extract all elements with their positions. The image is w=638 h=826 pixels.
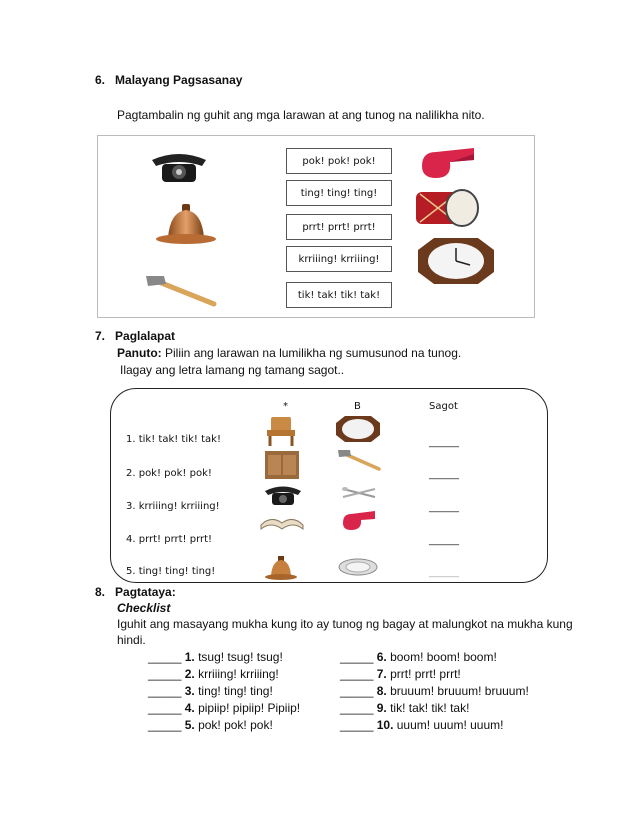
section-number: 6. bbox=[95, 73, 106, 87]
sound-box-2: ting! ting! ting! bbox=[286, 180, 392, 206]
answer-line-5[interactable]: ______ bbox=[429, 567, 459, 578]
section-7-instruction: Ilagay ang letra lamang ng tamang sagot.. bbox=[120, 363, 345, 377]
item-3: 3. krriiing! krriiing! bbox=[126, 501, 220, 512]
checklist-item-7 bbox=[340, 667, 461, 681]
sound-box-1: pok! pok! pok! bbox=[286, 148, 392, 174]
section-7-panuto bbox=[117, 346, 461, 360]
section-6-instruction: Pagtambalin ng guhit ang mga larawan at ang tunog na nalilikha nito. bbox=[117, 108, 485, 122]
answer-line-4[interactable]: ______ bbox=[429, 535, 459, 546]
section-6-heading bbox=[95, 73, 242, 87]
clock-icon bbox=[335, 415, 381, 443]
item-5: 5. ting! ting! ting! bbox=[126, 566, 216, 577]
item-number: 3. bbox=[184, 684, 195, 698]
item-text: uuum! uuum! uuum! bbox=[393, 718, 504, 732]
cabinet-icon bbox=[263, 449, 301, 481]
checklist-item-4 bbox=[148, 701, 300, 715]
clock-icon bbox=[416, 236, 496, 286]
item-text: bruuum! bruuum! bruuum! bbox=[386, 684, 529, 698]
section-title: Pagtataya: bbox=[115, 585, 176, 599]
item-2: 2. pok! pok! pok! bbox=[126, 468, 212, 479]
answer-line-2[interactable]: ______ bbox=[429, 469, 459, 480]
section-8-instruction-cont: hindi. bbox=[117, 633, 146, 647]
item-number: 5. bbox=[184, 718, 195, 732]
column-b-header: B bbox=[354, 401, 361, 412]
answer-blank[interactable]: _____ bbox=[148, 667, 182, 681]
telephone-icon bbox=[148, 150, 210, 184]
item-text: pipiip! pipiip! Pipiip! bbox=[194, 701, 301, 715]
answer-blank[interactable]: _____ bbox=[340, 718, 374, 732]
answer-blank[interactable]: _____ bbox=[148, 650, 182, 664]
answer-blank[interactable]: _____ bbox=[340, 650, 374, 664]
hammer-icon bbox=[337, 449, 381, 473]
answer-line-1[interactable]: ______ bbox=[429, 437, 459, 448]
item-text: pok! pok! pok! bbox=[194, 718, 273, 732]
item-number: 9. bbox=[376, 701, 387, 715]
item-text: krriiing! krriiing! bbox=[194, 667, 279, 681]
section-8-heading bbox=[95, 585, 176, 599]
checklist-item-8 bbox=[340, 684, 529, 698]
answer-blank[interactable]: _____ bbox=[148, 684, 182, 698]
section-number: 7. bbox=[95, 329, 106, 343]
item-text: prrt! prrt! prrt! bbox=[386, 667, 461, 681]
spoon-fork-icon bbox=[341, 485, 377, 501]
item-number: 2. bbox=[184, 667, 195, 681]
item-4: 4. prrt! prrt! prrt! bbox=[126, 534, 213, 545]
column-a-header: * bbox=[283, 401, 288, 412]
bell-icon bbox=[261, 555, 301, 581]
sound-box-4: krriiing! krriiing! bbox=[286, 246, 392, 272]
answer-line-3[interactable]: ______ bbox=[429, 502, 459, 513]
answer-blank[interactable]: _____ bbox=[148, 701, 182, 715]
answer-blank[interactable]: _____ bbox=[340, 667, 374, 681]
sound-box-3: prrt! prrt! prrt! bbox=[286, 214, 392, 240]
plate-icon bbox=[337, 557, 379, 577]
answer-blank[interactable]: _____ bbox=[148, 718, 182, 732]
panuto-label: Panuto: bbox=[117, 346, 162, 360]
item-number: 10. bbox=[376, 718, 394, 732]
book-icon bbox=[259, 511, 305, 535]
section-number: 8. bbox=[95, 585, 106, 599]
checklist-item-9 bbox=[340, 701, 469, 715]
column-sagot-header: Sagot bbox=[429, 401, 458, 412]
item-number: 8. bbox=[376, 684, 387, 698]
answer-blank[interactable]: _____ bbox=[340, 684, 374, 698]
item-number: 6. bbox=[376, 650, 387, 664]
item-text: ting! ting! ting! bbox=[194, 684, 273, 698]
checklist-item-5 bbox=[148, 718, 273, 732]
bell-icon bbox=[148, 202, 224, 246]
checklist-item-2 bbox=[148, 667, 279, 681]
panuto-text: Piliin ang larawan na lumilikha ng sumusunod na tunog. bbox=[165, 346, 462, 360]
section-title: Malayang Pagsasanay bbox=[115, 73, 243, 87]
matching-box bbox=[97, 135, 535, 318]
item-text: tsug! tsug! tsug! bbox=[194, 650, 283, 664]
telephone-icon bbox=[263, 484, 303, 506]
checklist-item-6 bbox=[340, 650, 497, 664]
checklist-title: Checklist bbox=[117, 601, 171, 615]
section-7-heading bbox=[95, 329, 175, 343]
item-text: tik! tak! tik! tak! bbox=[386, 701, 470, 715]
checklist-item-1 bbox=[148, 650, 283, 664]
sound-box-5: tik! tak! tik! tak! bbox=[286, 282, 392, 308]
checklist-item-10 bbox=[340, 718, 503, 732]
whistle-icon bbox=[416, 144, 480, 184]
hammer-icon bbox=[144, 274, 220, 308]
chair-icon bbox=[263, 415, 299, 447]
exercise-box bbox=[110, 388, 548, 583]
section-title: Paglalapat bbox=[115, 329, 176, 343]
section-8-instruction: Iguhit ang masayang mukha kung ito ay tunog ng bagay at malungkot na mukha kung bbox=[117, 617, 573, 631]
item-number: 7. bbox=[376, 667, 387, 681]
whistle-icon bbox=[339, 509, 379, 533]
item-text: boom! boom! boom! bbox=[386, 650, 497, 664]
answer-blank[interactable]: _____ bbox=[340, 701, 374, 715]
item-1: 1. tik! tak! tik! tak! bbox=[126, 434, 221, 445]
checklist-item-3 bbox=[148, 684, 273, 698]
drum-icon bbox=[410, 186, 482, 230]
item-number: 4. bbox=[184, 701, 195, 715]
item-number: 1. bbox=[184, 650, 195, 664]
